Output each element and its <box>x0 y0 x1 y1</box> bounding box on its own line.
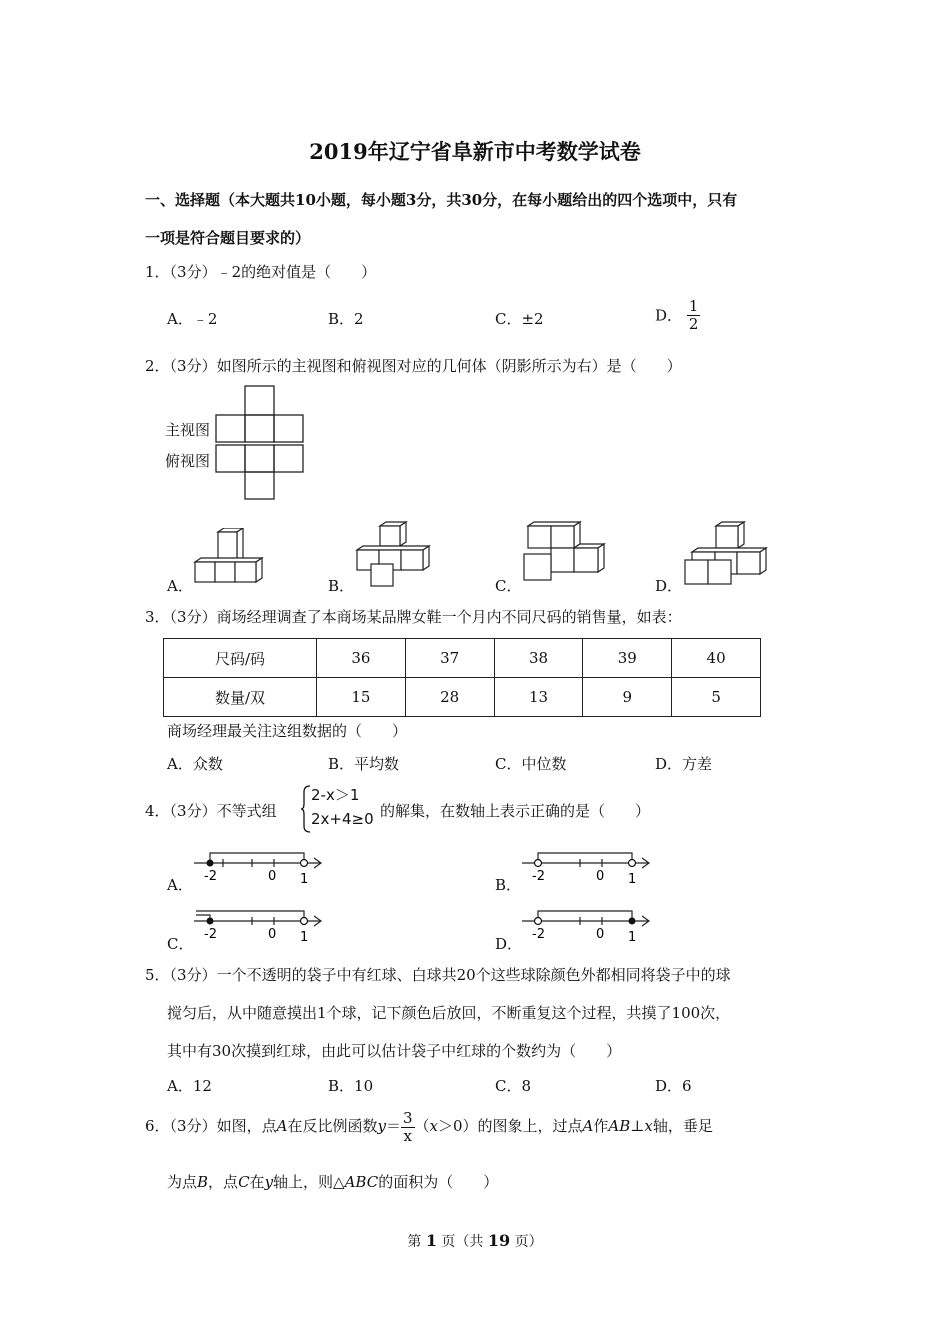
q1-option-b: B．2 <box>328 310 364 328</box>
table-row <box>164 678 761 717</box>
views-figure <box>163 383 308 503</box>
q2-option-d: D． <box>655 577 683 595</box>
number-line-b-diagram <box>520 846 655 886</box>
q2-option-a: A． <box>167 577 193 595</box>
q6-var: y <box>264 1173 274 1191</box>
closed-point <box>629 918 636 925</box>
fraction-numerator: 3 <box>402 1109 413 1127</box>
table-header-cell: 尺码/码 <box>164 639 317 678</box>
number-line-d <box>520 904 655 948</box>
tick-label: -2 <box>204 869 217 884</box>
q6-var: A <box>582 1117 594 1135</box>
view-cell <box>245 445 274 472</box>
q6-text: ＝ <box>385 1117 401 1135</box>
q6-var: A <box>276 1117 288 1135</box>
q6-text: 轴上，则△ <box>273 1173 345 1191</box>
question-5-line2: 搅匀后，从中随意摸出1个球，记下颜色后放回，不断重复这个过程，共摸了100次， <box>167 1004 731 1022</box>
inequality-2: 2x+4≥0 <box>311 810 374 828</box>
table-cell: 39 <box>583 639 672 678</box>
main-view-label: 主视图 <box>165 421 211 439</box>
inequality-1: 2-x＞1 <box>311 786 360 804</box>
question-1-stem: 1．（3分）﹣2的绝对值是（ ） <box>145 263 377 281</box>
view-cell <box>216 445 245 472</box>
question-2-stem: 2．（3分）如图所示的主视图和俯视图对应的几何体（阴影所示为右）是（ ） <box>145 357 682 375</box>
q6-text: ＞0）的图象上，过点 <box>437 1117 583 1135</box>
q4-option-b: B． <box>495 876 522 894</box>
q2-option-b: B． <box>328 577 355 595</box>
table-cell: 15 <box>317 678 406 717</box>
section-heading-line2: 一项是符合题目要求的） <box>145 229 311 247</box>
q1-option-d-label: D． <box>655 306 683 325</box>
q6-text: 在反比例函数 <box>287 1117 378 1135</box>
view-cell <box>245 415 274 442</box>
number-line-c <box>192 904 327 948</box>
q6-var: x <box>644 1117 653 1135</box>
cube-stack-a-icon <box>192 528 274 588</box>
table-cell: 13 <box>494 678 583 717</box>
q6-text: （ <box>414 1117 430 1135</box>
q6-text: 为点 <box>167 1173 198 1191</box>
fraction-three-over-x <box>401 1110 415 1144</box>
cube-figure-c <box>520 520 606 590</box>
q6-text: 作 <box>593 1117 609 1135</box>
question-6-line1 <box>145 1110 713 1144</box>
table-cell: 37 <box>405 639 494 678</box>
cube-figure-d <box>682 520 770 592</box>
table-row <box>164 639 761 678</box>
q5-option-c: C．8 <box>495 1077 532 1095</box>
q3-option-b: B．平均数 <box>328 755 400 773</box>
fraction-one-half <box>687 298 701 332</box>
three-view-diagram <box>163 383 308 503</box>
q6-text: 在 <box>249 1173 265 1191</box>
q4-option-a: A． <box>167 876 193 894</box>
q3-option-c: C．中位数 <box>495 755 567 773</box>
footer-text: 页（共 <box>436 1234 488 1250</box>
fraction-denominator: 2 <box>688 314 699 333</box>
table-cell: 9 <box>583 678 672 717</box>
question-3-stem: 3．（3分）商场经理调查了本商场某品牌女鞋一个月内不同尺码的销售量，如表： <box>145 608 682 626</box>
q6-text: 的面积为（ ） <box>378 1173 499 1191</box>
q2-option-c: C． <box>495 577 522 595</box>
question-5-line3: 其中有30次摸到红球，由此可以估计袋子中红球的个数约为（ ） <box>167 1042 622 1060</box>
fraction-denominator: x <box>403 1126 412 1145</box>
number-line-d-diagram <box>520 904 655 944</box>
q6-text: ，点 <box>208 1173 239 1191</box>
open-point <box>301 860 308 867</box>
tick-label: 0 <box>268 869 277 884</box>
number-line-a-diagram <box>192 846 327 886</box>
view-cell <box>245 472 274 499</box>
question-4-stem-pre: 4．（3分）不等式组 <box>145 802 277 820</box>
tick-label: -2 <box>532 869 545 884</box>
shoe-size-table <box>163 638 761 717</box>
q6-var: y <box>377 1117 386 1135</box>
table-cell: 28 <box>405 678 494 717</box>
q6-text: ⊥ <box>630 1117 645 1135</box>
view-cell <box>274 445 303 472</box>
cube-figure-b <box>353 520 435 594</box>
footer-text: 第 <box>407 1234 426 1250</box>
q6-var: B <box>197 1173 209 1191</box>
fraction-numerator: 1 <box>688 297 699 315</box>
tick-label: 0 <box>596 927 605 942</box>
question-3-followup: 商场经理最关注这组数据的（ ） <box>167 722 408 740</box>
question-5-line1: 5．（3分）一个不透明的袋子中有红球、白球共20个这些球除颜色外都相同将袋子中的球 <box>145 966 731 984</box>
page-total: 19 <box>487 1231 511 1250</box>
page-title: 2019年辽宁省阜新市中考数学试卷 <box>309 139 641 164</box>
open-point <box>301 918 308 925</box>
q6-text: 轴，垂足 <box>652 1117 713 1135</box>
cube-stack-c-icon <box>520 520 606 586</box>
tick-label: 1 <box>628 930 637 944</box>
tick-label: 1 <box>300 872 309 886</box>
tick-label: 1 <box>628 872 637 886</box>
question-6-line2 <box>167 1171 498 1192</box>
q6-text: 6．（3分）如图，点 <box>145 1117 277 1135</box>
q1-option-d <box>655 298 700 332</box>
tick-label: 1 <box>300 930 309 944</box>
q6-var: AB <box>608 1117 631 1135</box>
q3-option-a: A．众数 <box>167 755 223 773</box>
page-footer <box>0 1231 950 1251</box>
number-line-a <box>192 846 327 890</box>
q6-var: x <box>429 1117 438 1135</box>
tick-label: -2 <box>204 927 217 942</box>
view-cell <box>216 415 245 442</box>
q4-option-c: C． <box>167 935 194 953</box>
tick-label: 0 <box>596 869 605 884</box>
cube-stack-b-icon <box>353 520 435 590</box>
footer-text: 页） <box>510 1234 543 1250</box>
cube-figure-a <box>192 528 274 592</box>
view-cell <box>245 386 274 415</box>
table-cell: 5 <box>672 678 761 717</box>
q3-option-d: D．方差 <box>655 755 713 773</box>
table-cell: 36 <box>317 639 406 678</box>
table-header-cell: 数量/双 <box>164 678 317 717</box>
open-point <box>535 860 542 867</box>
q5-option-d: D．6 <box>655 1077 692 1095</box>
tick-label: 0 <box>268 927 277 942</box>
tick-label: -2 <box>532 927 545 942</box>
closed-point <box>207 860 214 867</box>
number-line-b <box>520 846 655 890</box>
section-heading-line1: 一、选择题（本大题共10小题，每小题3分，共30分，在每小题给出的四个选项中，只有 <box>145 191 738 209</box>
page-number: 1 <box>425 1231 437 1250</box>
cube-stack-d-icon <box>682 520 770 588</box>
q4-option-d: D． <box>495 935 523 953</box>
q1-option-a: A．﹣2 <box>167 310 218 328</box>
closed-point <box>207 918 214 925</box>
open-point <box>535 918 542 925</box>
view-cell <box>274 415 303 442</box>
question-4-stem-post: 的解集，在数轴上表示正确的是（ ） <box>380 802 651 820</box>
q5-option-b: B．10 <box>328 1077 374 1095</box>
q5-option-a: A．12 <box>167 1077 212 1095</box>
top-view-label: 俯视图 <box>165 452 211 470</box>
open-point <box>629 860 636 867</box>
q6-var: C <box>238 1173 250 1191</box>
table-cell: 38 <box>494 639 583 678</box>
q6-var: ABC <box>344 1173 379 1191</box>
table-cell: 40 <box>672 639 761 678</box>
q1-option-c: C．±2 <box>495 310 544 328</box>
number-line-c-diagram <box>192 904 327 944</box>
